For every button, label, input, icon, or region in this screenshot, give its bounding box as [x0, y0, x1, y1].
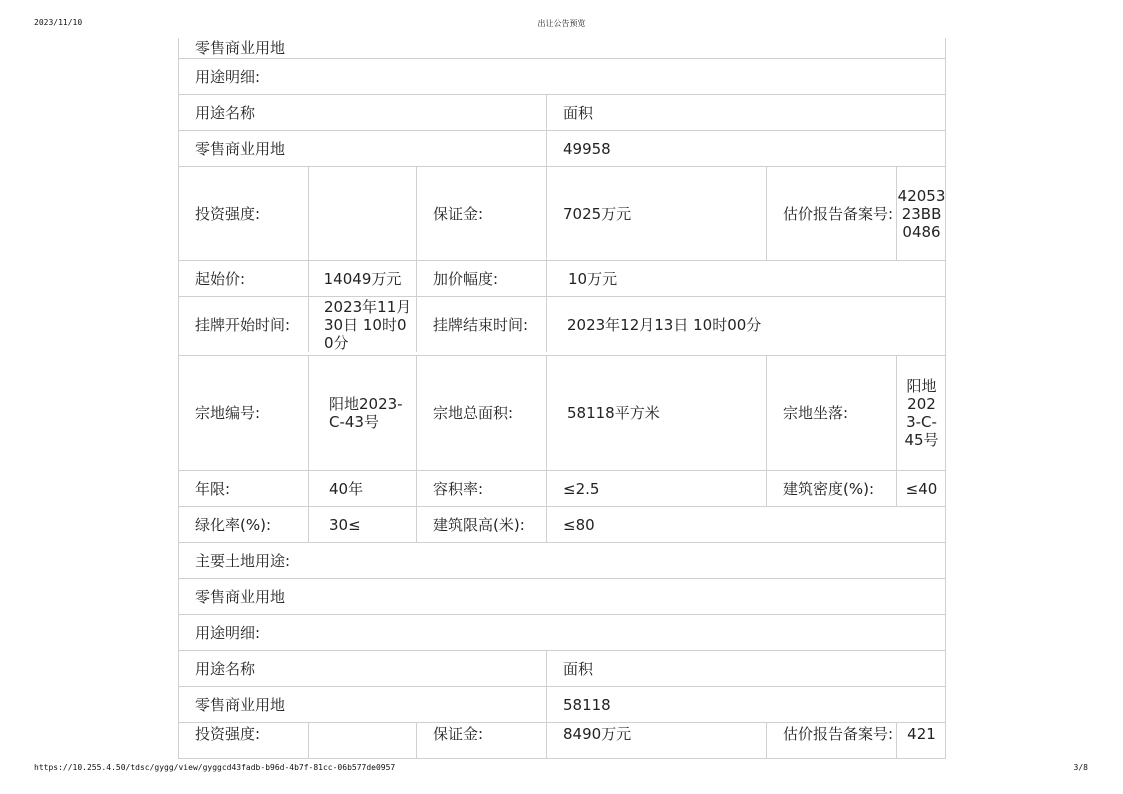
invest-value [309, 167, 417, 261]
parcel-table-1 [178, 38, 946, 353]
deposit-value: 8490万元 [547, 723, 767, 759]
table-row [179, 651, 947, 687]
increment-label: 加价幅度: [417, 261, 547, 297]
page-url: https://10.255.4.50/tdsc/gygg/view/gyggcd43fadb-b96d-4b7f-81cc-06b577de0957 [34, 763, 396, 772]
use-detail-label: 用途明细: [179, 59, 947, 95]
listing-sheet [178, 38, 946, 759]
main-use-label: 主要土地用途: [179, 543, 947, 579]
listing-end-label: 挂牌结束时间: [417, 297, 547, 353]
far-value: ≤2.5 [547, 471, 767, 507]
table-row [179, 687, 947, 723]
green-label: 绿化率(%): [179, 507, 309, 543]
page-title: 出让公告预览 [537, 19, 586, 28]
table-row [179, 507, 947, 543]
main-use-value: 零售商业用地 [179, 579, 947, 615]
table-row [179, 543, 947, 579]
start-price-value: 14049万元 [309, 261, 417, 297]
use-area-value: 58118 [547, 687, 947, 723]
table-row [179, 471, 947, 507]
table-row [179, 356, 947, 471]
listing-start-label: 挂牌开始时间: [179, 297, 309, 353]
green-value: 30≤ [309, 507, 417, 543]
table-row [179, 38, 947, 59]
deposit-value: 7025万元 [547, 167, 767, 261]
use-name-header: 用途名称 [179, 651, 547, 687]
page-number: 3/8 [1073, 763, 1088, 772]
table-row [179, 59, 947, 95]
print-date: 2023/11/10 [34, 18, 83, 27]
report-label: 估价报告备案号: [767, 723, 897, 759]
location-value: 阳地2023-C-45号 [897, 356, 947, 471]
table-row [179, 95, 947, 131]
table-row [179, 131, 947, 167]
listing-start-value: 2023年11月30日 10时00分 [309, 297, 417, 353]
table-row [179, 167, 947, 261]
invest-value [309, 723, 417, 759]
listing-end-value: 2023年12月13日 10时00分 [547, 297, 947, 353]
parcel-id-value: 阳地2023-C-43号 [309, 356, 417, 471]
increment-value: 10万元 [547, 261, 947, 297]
use-name-value: 零售商业用地 [179, 687, 547, 723]
term-value: 40年 [309, 471, 417, 507]
far-label: 容积率: [417, 471, 547, 507]
deposit-label: 保证金: [417, 167, 547, 261]
deposit-label: 保证金: [417, 723, 547, 759]
density-label: 建筑密度(%): [767, 471, 897, 507]
parcel-id-label: 宗地编号: [179, 356, 309, 471]
use-name-header: 用途名称 [179, 95, 547, 131]
area-header: 面积 [547, 651, 947, 687]
total-area-label: 宗地总面积: [417, 356, 547, 471]
report-value: 421 [897, 723, 947, 759]
invest-label: 投资强度: [179, 167, 309, 261]
table-row [179, 297, 947, 353]
invest-label: 投资强度: [179, 723, 309, 759]
use-name-value: 零售商业用地 [179, 131, 547, 167]
area-header: 面积 [547, 95, 947, 131]
use-detail-label: 用途明细: [179, 615, 947, 651]
table-row [179, 579, 947, 615]
height-value: ≤80 [547, 507, 947, 543]
height-label: 建筑限高(米): [417, 507, 547, 543]
table-row [179, 723, 947, 759]
main-use-value: 零售商业用地 [179, 38, 947, 59]
total-area-value: 58118平方米 [547, 356, 767, 471]
report-value: 4205323BB0486 [897, 167, 947, 261]
table-row [179, 615, 947, 651]
use-area-value: 49958 [547, 131, 947, 167]
location-label: 宗地坐落: [767, 356, 897, 471]
start-price-label: 起始价: [179, 261, 309, 297]
parcel-table-2 [178, 355, 946, 759]
term-label: 年限: [179, 471, 309, 507]
table-row [179, 261, 947, 297]
report-label: 估价报告备案号: [767, 167, 897, 261]
density-value: ≤40 [897, 471, 947, 507]
